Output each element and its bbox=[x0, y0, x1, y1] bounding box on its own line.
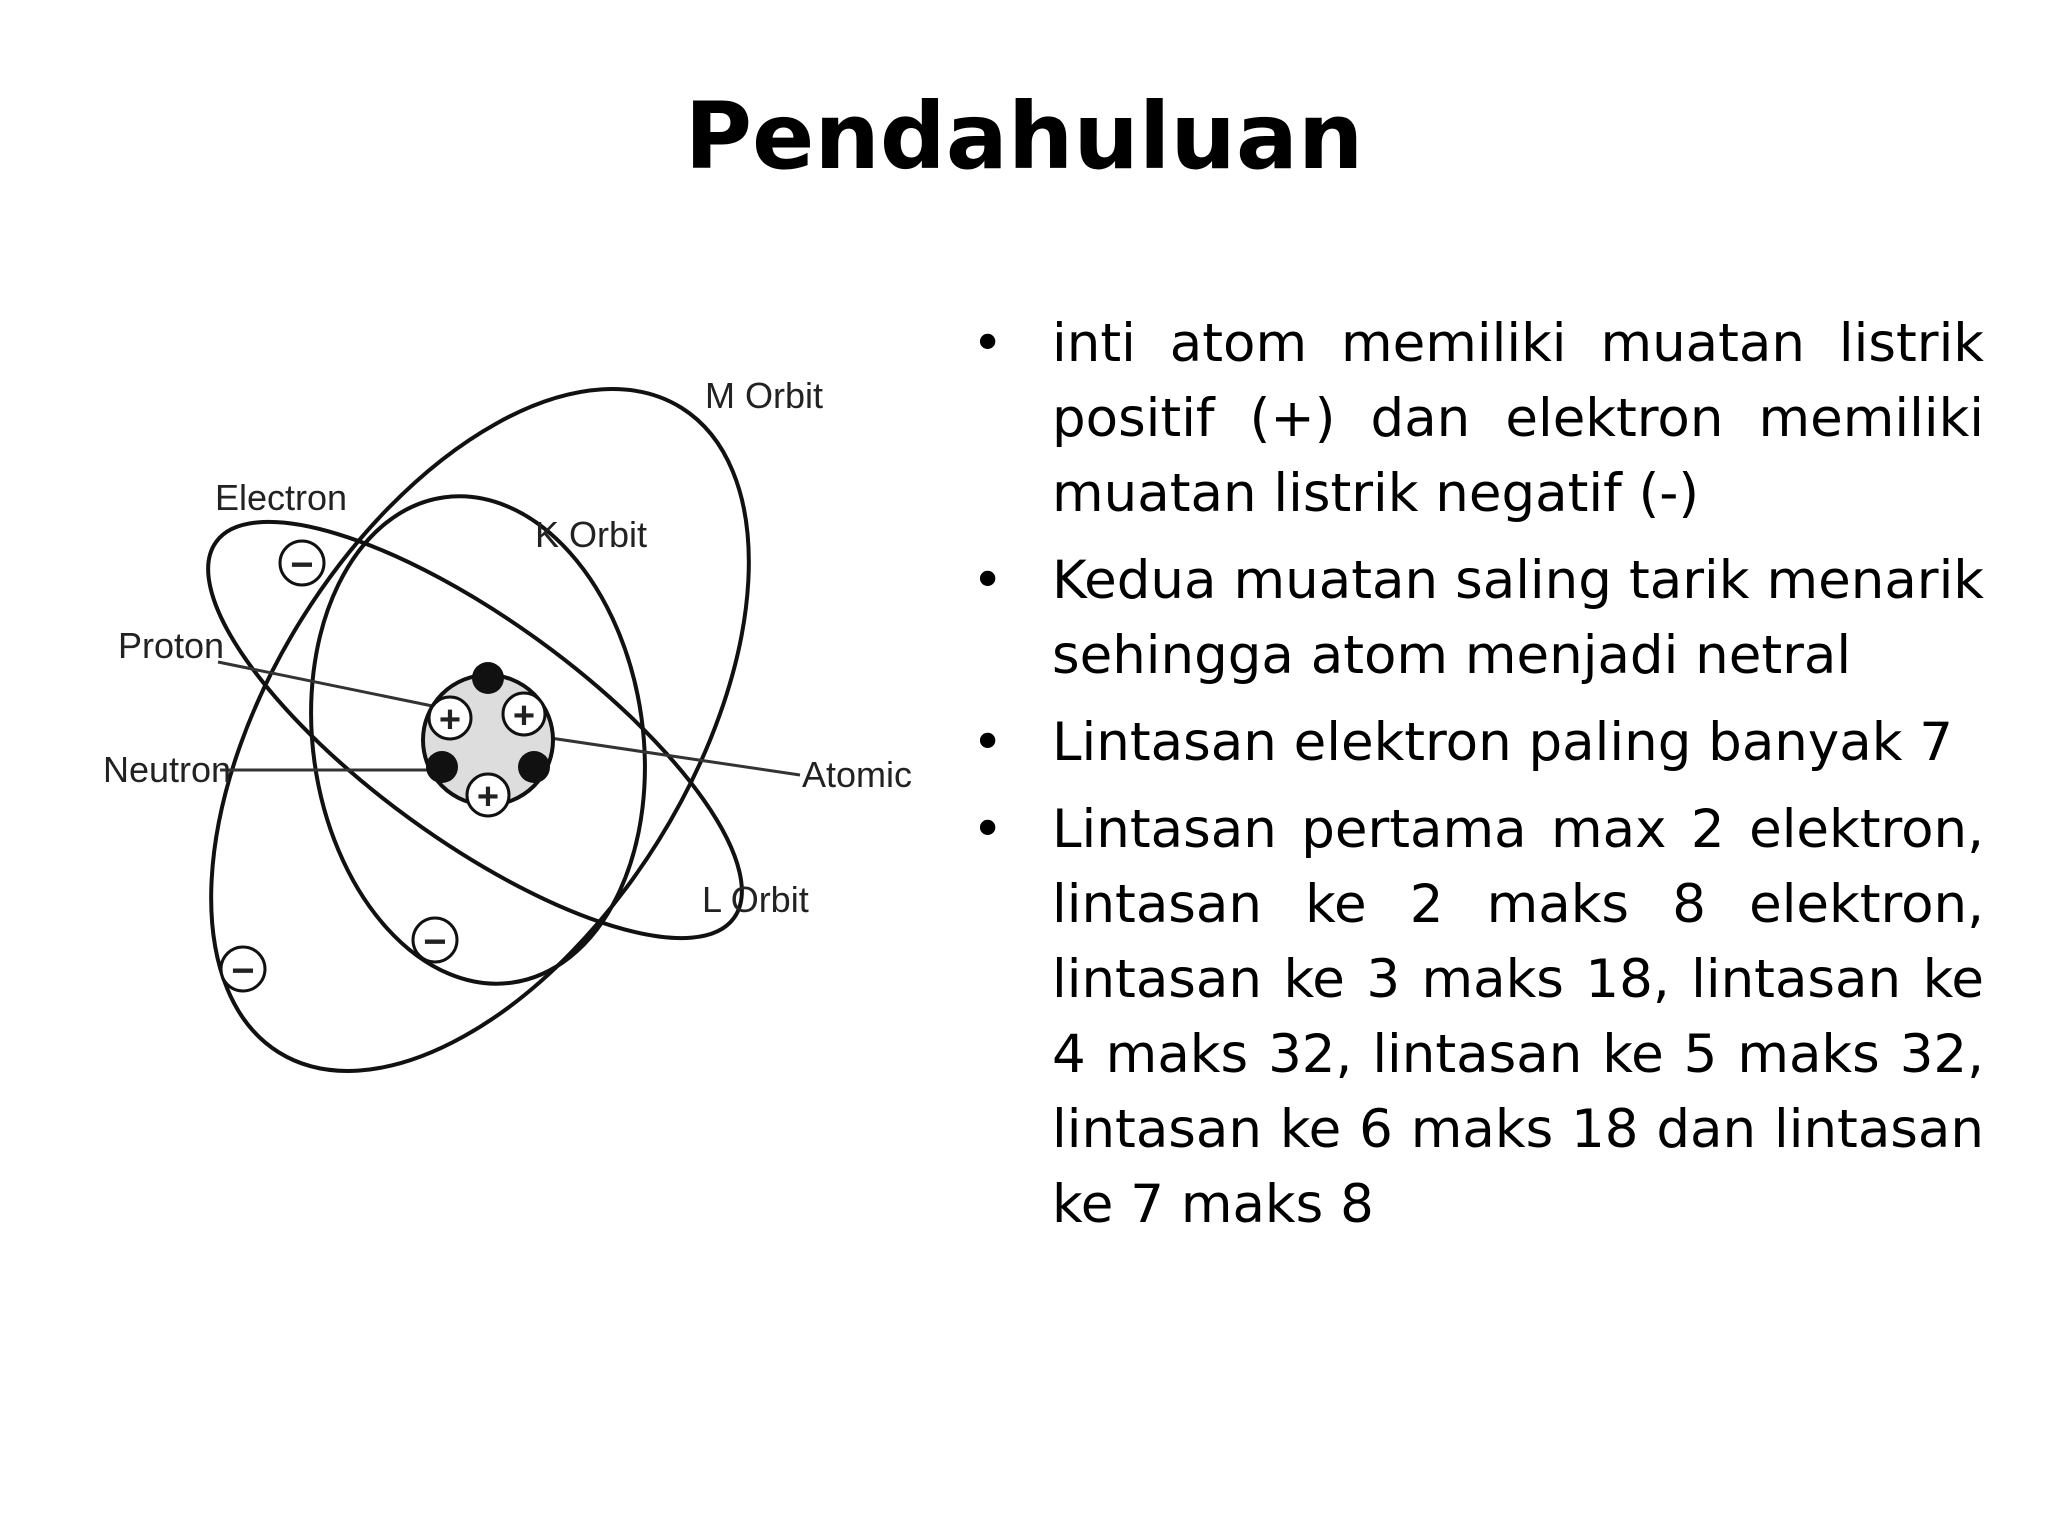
bullet-item bbox=[962, 792, 1984, 1242]
bullet-list bbox=[962, 306, 1984, 1254]
svg-text:+: + bbox=[438, 699, 462, 741]
proton-particle bbox=[429, 697, 471, 741]
bullet-marker: • bbox=[972, 799, 1004, 860]
label-proton: Proton bbox=[118, 625, 225, 666]
bullet-text: inti atom memiliki muatan listrik positif (+) dan elektron memiliki muatan listrik negatif (-) bbox=[1052, 313, 1984, 524]
svg-text:−: − bbox=[423, 920, 447, 964]
proton-leader-line bbox=[218, 662, 452, 710]
bullet-marker: • bbox=[972, 550, 1004, 611]
atom-diagram-svg bbox=[100, 350, 940, 1090]
bullet-item bbox=[962, 306, 1984, 531]
proton-particle bbox=[503, 693, 545, 737]
label-atomic: Atomic bbox=[802, 754, 913, 795]
label-m-orbit: M Orbit bbox=[705, 375, 824, 416]
svg-text:+: + bbox=[476, 776, 500, 818]
neutron-particle bbox=[518, 751, 550, 783]
label-l-orbit: L Orbit bbox=[702, 879, 809, 920]
atom-diagram bbox=[100, 350, 940, 1090]
bullet-marker: • bbox=[972, 712, 1004, 773]
bullet-marker: • bbox=[972, 313, 1004, 374]
bullet-text: Lintasan elektron paling banyak 7 bbox=[1052, 712, 1953, 773]
slide-title: Pendahuluan bbox=[684, 83, 1364, 190]
electron-particle bbox=[413, 918, 457, 964]
svg-text:+: + bbox=[512, 695, 536, 737]
svg-text:−: − bbox=[290, 543, 314, 587]
neutron-particle bbox=[426, 751, 458, 783]
electron-particle bbox=[280, 541, 324, 587]
proton-particle bbox=[467, 774, 509, 818]
bullet-item bbox=[962, 705, 1984, 780]
atomic-leader-line bbox=[530, 735, 800, 775]
label-neutron: Neutron bbox=[103, 749, 232, 790]
electron-particle bbox=[221, 947, 265, 993]
label-electron: Electron bbox=[215, 477, 348, 518]
neutron-particle bbox=[472, 662, 504, 694]
bullet-text: Lintasan pertama max 2 elektron, lintasan ke 2 maks 8 elektron, lintasan ke 3 maks 18, lintasan ke 4 maks 32, lintasan ke 5 maks 32, lintasan ke 6 maks 18 dan lintasan ke 7 maks 8 bbox=[1052, 799, 1984, 1235]
bullet-item bbox=[962, 543, 1984, 693]
svg-text:−: − bbox=[231, 949, 255, 993]
bullet-text: Kedua muatan saling tarik menarik sehingga atom menjadi netral bbox=[1052, 550, 1984, 686]
label-k-orbit: K Orbit bbox=[535, 514, 648, 555]
